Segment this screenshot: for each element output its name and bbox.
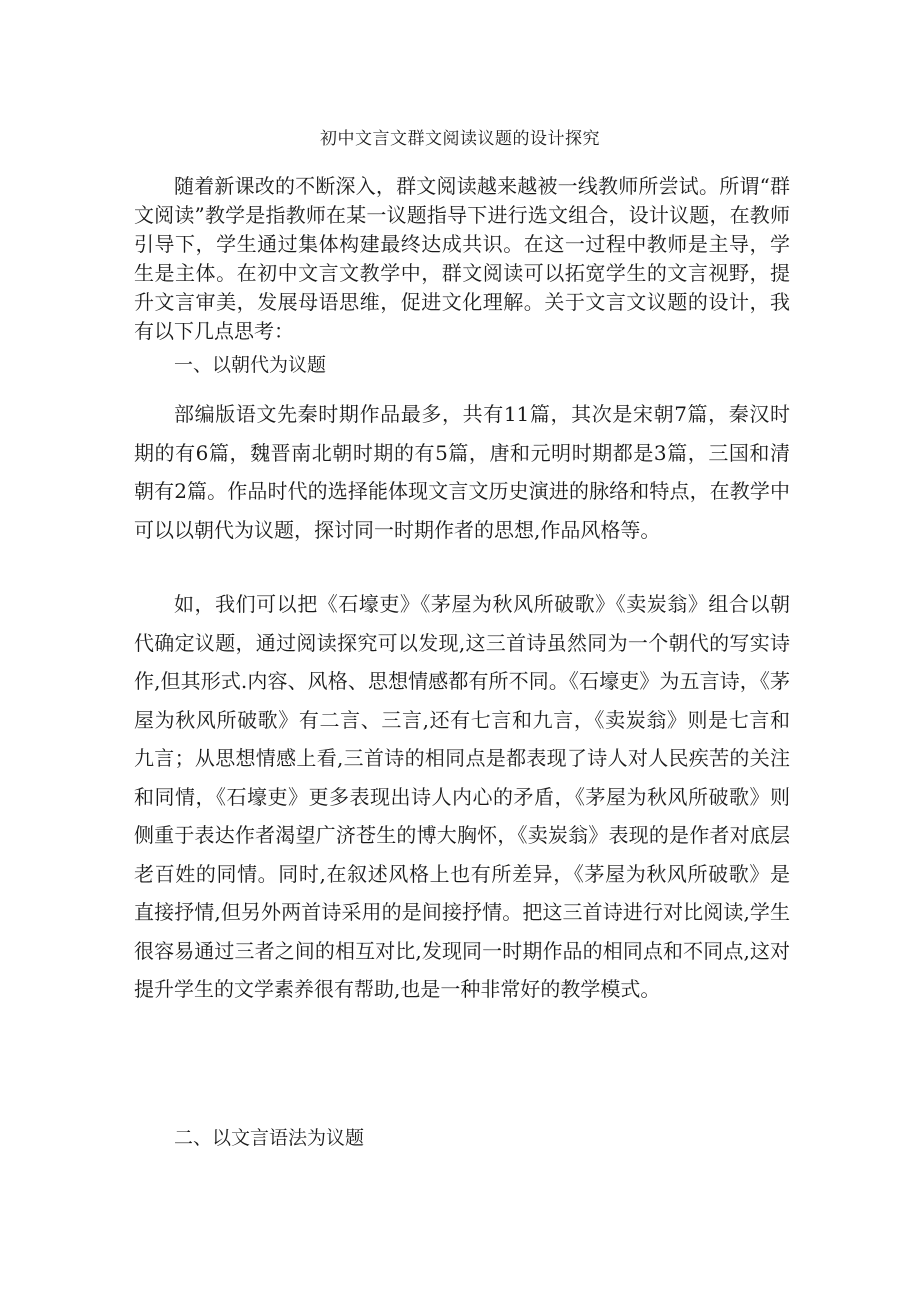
section-heading-dynasty: 一、以朝代为议题: [174, 354, 327, 376]
section1-paragraph-1: 部编版语文先秦时期作品最多，共有11篇，其次是宋朝7篇，秦汉时期的有6篇，魏晋南北朝时期的有5篇，唐和元明时期都是3篇，三国和清朝有2篇。作品时代的选择能体现文言文历史演进的脉络和特点，在教学中可以以朝代为议题，探讨同一时期作者的思想,作品风格等。: [134, 402, 790, 542]
intro-paragraph: 随着新课改的不断深入，群文阅读越来越被一线教师所尝试。所谓“群文阅读”教学是指教师在某一议题指导下进行选文组合，设计议题，在教师引导下，学生通过集体构建最终达成共识。在这一过程中教师是主导，学生是主体。在初中文言文教学中，群文阅读可以拓宽学生的文言视野，提升文言审美，发展母语思维，促进文化理解。关于文言文议题的设计，我有以下几点思考：: [134, 174, 790, 343]
section1-paragraph-2: 如，我们可以把《石壕吏》《茅屋为秋风所破歌》《卖炭翁》组合以朝代确定议题，通过阅读探究可以发现,这三首诗虽然同为一个朝代的写实诗作,但其形式.内容、风格、思想情感都有所不同。《石壕吏》为五言诗，《茅屋为秋风所破歌》有二言、三言,还有七言和九言，《卖炭翁》则是七言和九言；从思想情感上看,三首诗的相同点是都表现了诗人对人民疾苦的关注和同情，《石壕吏》更多表现出诗人内心的矛盾，《茅屋为秋风所破歌》则侧重于表达作者渴望广济苍生的博大胸怀，《卖炭翁》表现的是作者对底层老百姓的同情。同时,在叙述风格上也有所差异，《茅屋为秋风所破歌》是直接抒情,但另外两首诗采用的是间接抒情。把这三首诗进行对比阅读,学生很容易通过三者之间的相互对比,发现同一时期作品的相同点和不同点,这对提升学生的文学素养很有帮助,也是一种非常好的教学模式。: [134, 592, 790, 1001]
document-title: 初中文言文群文阅读议题的设计探究: [320, 129, 600, 149]
section-heading-grammar: 二、以文言语法为议题: [174, 1127, 365, 1149]
